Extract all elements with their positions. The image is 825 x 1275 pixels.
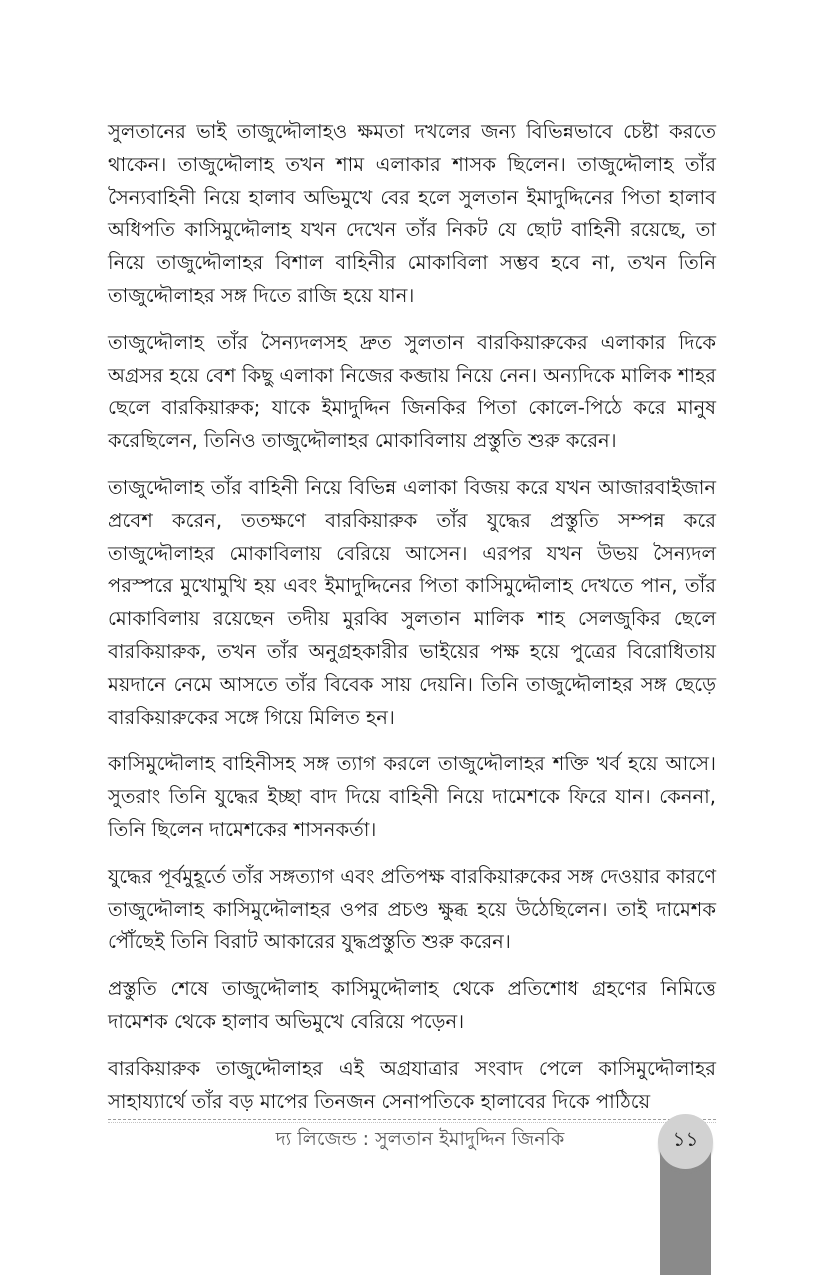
paragraph-6: প্রস্তুতি শেষে তাজুদ্দৌলাহ কাসিমুদ্দৌলাহ থেকে প্রতিশোধ গ্রহণের নিমিত্তে দামেশক থেকে হালাব অভিমুখে বেরিয়ে পড়েন।: [108, 977, 716, 1033]
paragraph-3: তাজুদ্দৌলাহ তাঁর বাহিনী নিয়ে বিভিন্ন এলাকা বিজয় করে যখন আজারবাইজান প্রবেশ করেন, ততক্ষণে বারকিয়ারুক তাঁর যুদ্ধের প্রস্তুতি সম্পন্ন করে তাজুদ্দৌলাহর মোকাবিলায় বেরিয়ে আসেন। এরপর যখন উভয় সৈন্যদল পরস্পরে মুখোমুখি হয় এবং ইমাদুদ্দিনের পিতা কাসিমুদ্দৌলাহ দেখতে পান, তাঁর মোকাবিলায় রয়েছেন তদীয় মুরব্বি সুলতান মালিক শাহ সেলজুকির ছেলে বারকিয়ারুক, তখন তাঁর অনুগ্রহকারীর ভাইয়ের পক্ষ হয়ে পুত্রের বিরোধিতায় ময়দানে নেমে আসতে তাঁর বিবেক সায় দেয়নি। তিনি তাজুদ্দৌলাহর সঙ্গ ছেড়ে বারকিয়ারুকের সঙ্গে গিয়ে মিলিত হন।: [108, 475, 716, 729]
paragraph-1: সুলতানের ভাই তাজুদ্দৌলাহও ক্ষমতা দখলের জন্য বিভিন্নভাবে চেষ্টা করতে থাকেন। তাজুদ্দৌলাহ তখন শাম এলাকার শাসক ছিলেন। তাজুদ্দৌলাহ তাঁর সৈন্যবাহিনী নিয়ে হালাব অভিমুখে বের হলে সুলতান ইমাদুদ্দিনের পিতা হালাব অধিপতি কাসিমুদ্দৌলাহ যখন দেখেন তাঁর নিকট যে ছোট বাহিনী রয়েছে, তা নিয়ে তাজুদ্দৌলাহর বিশাল বাহিনীর মোকাবিলা সম্ভব হবে না, তখন তিনি তাজুদ্দৌলাহর সঙ্গ দিতে রাজি হয়ে যান।: [108, 120, 716, 307]
paragraph-7: বারকিয়ারুক তাজুদ্দৌলাহর এই অগ্রযাত্রার সংবাদ পেলে কাসিমুদ্দৌলাহর সাহায্যার্থে তাঁর বড় মাপের তিনজন সেনাপতিকে হালাবের দিকে পাঠিয়ে: [108, 1056, 716, 1113]
paragraph-2: তাজুদ্দৌলাহ তাঁর সৈন্যদলসহ দ্রুত সুলতান বারকিয়ারুকের এলাকার দিকে অগ্রসর হয়ে বেশ কিছু এলাকা নিজের কব্জায় নিয়ে নেন। অন্যদিকে মালিক শাহর ছেলে বারকিয়ারুক; যাকে ইমাদুদ্দিন জিনকির পিতা কোলে-পিঠে করে মানুষ করেছিলেন, তিনিও তাজুদ্দৌলাহর মোকাবিলায় প্রস্তুতি শুরু করেন।: [108, 330, 716, 453]
page-number: ১১: [672, 1127, 699, 1151]
footer-divider: [108, 1119, 716, 1120]
page-number-badge: [658, 1114, 713, 1169]
page-body: [108, 116, 716, 1132]
paragraph-5: যুদ্ধের পূর্বমুহূর্তে তাঁর সঙ্গত্যাগ এবং প্রতিপক্ষ বারকিয়ারুকের সঙ্গ দেওয়ার কারণে তাজুদ্দৌলাহ কাসিমুদ্দৌলাহর ওপর প্রচণ্ড ক্ষুব্ধ হয়ে উঠেছিলেন। তাই দামেশক পৌঁছেই তিনি বিরাট আকারের যুদ্ধপ্রস্তুতি শুরু করেন।: [108, 864, 716, 954]
paragraph-4: কাসিমুদ্দৌলাহ বাহিনীসহ সঙ্গ ত্যাগ করলে তাজুদ্দৌলাহর শক্তি খর্ব হয়ে আসে। সুতরাং তিনি যুদ্ধের ইচ্ছা বাদ দিয়ে বাহিনী নিয়ে দামেশকে ফিরে যান। কেননা, তিনি ছিলেন দামেশকের শাসনকর্তা।: [108, 752, 716, 841]
running-title: দ্য লিজেন্ড : সুলতান ইমাদুদ্দিন জিনকি: [275, 1128, 565, 1150]
